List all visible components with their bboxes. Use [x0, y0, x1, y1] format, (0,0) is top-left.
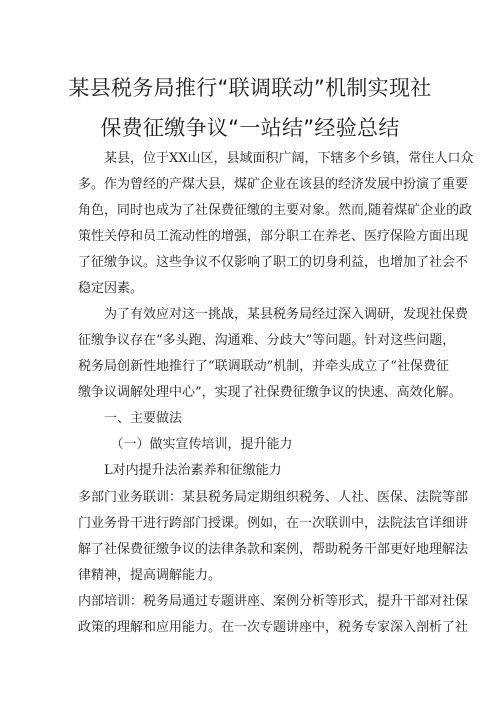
paragraph-3-line: 多部门业务联训：某县税务局定期组织税务、人社、医保、法院等部 [78, 490, 469, 505]
paragraph-3-line: 门业务骨干进行跨部门授课。例如，在一次联训中，法院法官详细讲 [78, 516, 469, 531]
paragraph-3-line: 解了社保费征缴争议的法律条款和案例，帮助税务干部更好地理解法 [78, 542, 469, 557]
paragraph-2-line: 税务局创新性地推行了“联调联动”机制，并牵头成立了“社保费征 [78, 359, 449, 374]
paragraph-1-line: 策性关停和员工流动性的增强，部分职工在养老、医疗保险方面出现 [78, 229, 469, 244]
paragraph-1-line: 多。作为曾经的产煤大县，煤矿企业在该县的经济发展中扮演了重要 [78, 177, 469, 192]
paragraph-2-line: 为了有效应对这一挑战，某县税务局经过深入调研，发现社保费 [78, 307, 469, 322]
item-heading: L对内提升法治素养和征缴能力 [78, 463, 282, 478]
paragraph-2-line: 缴争议调解处理中心”，实现了社保费征缴争议的快速、高效化解。 [78, 385, 462, 400]
paragraph-1-line: 某县，位于XX山区，县域面积广阔，下辖多个乡镇，常住人口众 [78, 151, 474, 166]
paragraph-1-line: 了征缴争议。这些争议不仅影响了职工的切身利益，也增加了社会不 [78, 255, 469, 270]
subsection-heading: （一）做实宣传培训，提升能力 [78, 437, 293, 452]
paragraph-3-line: 律精神，提高调解能力。 [78, 568, 222, 583]
paragraph-4-line: 政策的理解和应用能力。在一次专题讲座中，税务专家深入剖析了社 [78, 620, 469, 635]
paragraph-4-line: 内部培训：税务局通过专题讲座、案例分析等形式，提升干部对社保 [78, 594, 469, 609]
paragraph-1-line: 稳定因素。 [78, 281, 144, 296]
document-title-line-1: 某县税务局推行“联调联动”机制实现社 [68, 76, 432, 100]
section-heading: 一、主要做法 [78, 411, 183, 426]
paragraph-2-line: 征缴争议存在“多头跑、沟通难、分歧大”等问题。针对这些问题， [78, 333, 456, 348]
document-title-line-2: 保费征缴争议“一站结”经验总结 [100, 116, 400, 140]
paragraph-1-line: 角色，同时也成为了社保费征缴的主要对象。然而,随着煤矿企业的政 [78, 203, 473, 218]
